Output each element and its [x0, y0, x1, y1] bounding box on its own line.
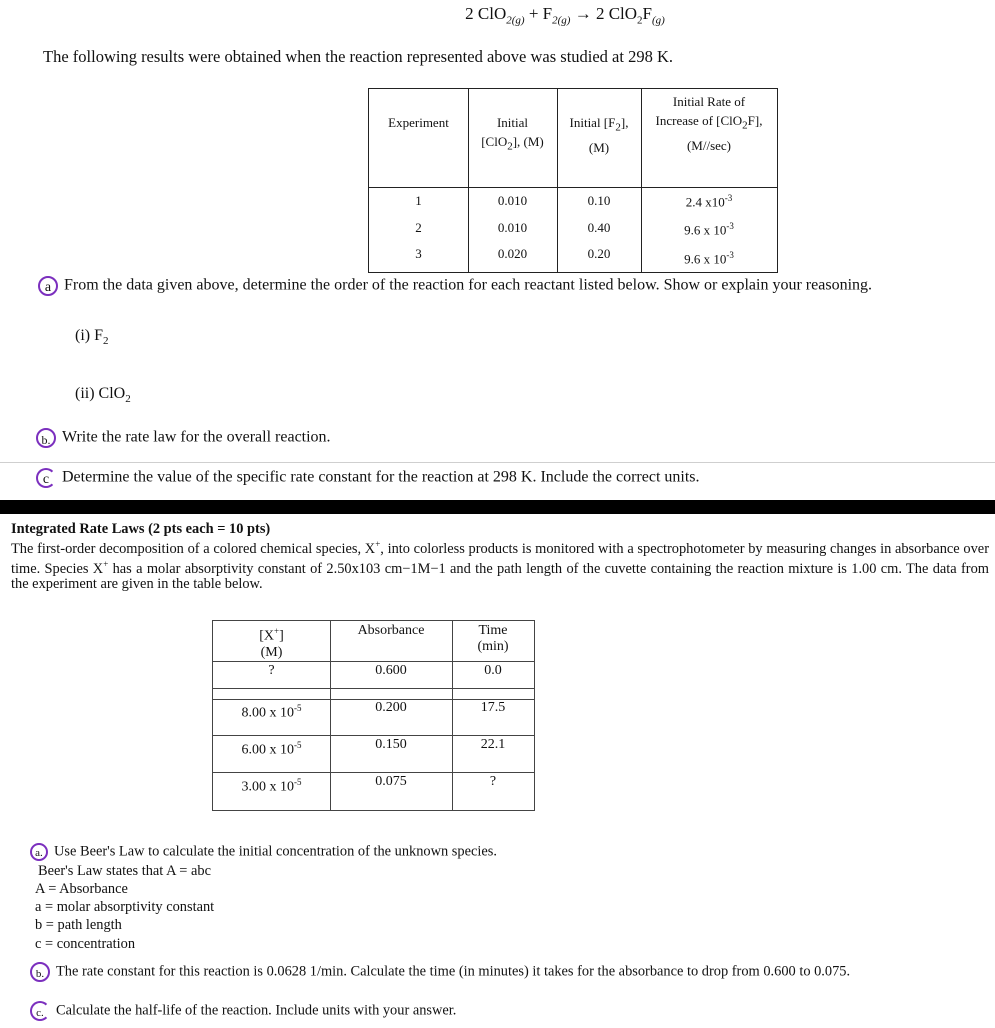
question2-a: a. Use Beer's Law to calculate the initial concentration of the unknown species. [30, 843, 497, 861]
circle-marker-a2: a. [30, 843, 48, 861]
intro-text: The following results were obtained when the reaction represented above was studied at 298 K. [43, 47, 674, 66]
absorbance-table: [X+] (M) Absorbance Time (min) ? 0.600 0.0 8.00 x $10^{-5}$ 0.200 17.5 6.00 x $10^{-5}$ 0.150 22.1 3.00 x $10^{-5}$ 0.075 ? [212, 620, 535, 811]
table-row: 0.10 0.40 0.20 [587, 193, 611, 261]
section-separator-bar [0, 500, 995, 514]
question-a: a From the data given above, determine the order of the reaction for each reactant listed below. Show or explain your reasoning. [38, 276, 872, 296]
rate-data-table [368, 88, 778, 273]
circle-marker-c: c [36, 468, 56, 488]
header-absorbance: Absorbance [357, 623, 425, 638]
header-concentration: [X+] (M) [259, 626, 284, 660]
integrated-rate-laws-section [11, 522, 989, 592]
table-row: 1 2 3 [415, 193, 422, 261]
question-a-i: (i) $F_2$ [75, 327, 109, 348]
beers-law-variables: A = Absorbance a = molar absorptivity constant b = path length c = concentration [35, 881, 215, 952]
question2-c: c. Calculate the half-life of the reaction. Include units with your answer. [30, 1001, 456, 1021]
section-title: Integrated Rate Laws (2 pts each = 10 pts) [11, 521, 271, 537]
divider [0, 462, 995, 463]
header-f2: Initial $[F_2]$, (M) [569, 115, 629, 155]
table-row: 2.4 $x10^{-3}$ 9.6 x $10^{-3}$ 9.6 x $10^{-3}$ [684, 193, 734, 266]
question2-b: b. The rate constant for this reaction is 0.0628 1/min. Calculate the time (in minutes) it takes for the absorbance to drop from 0.600 to 0.075. [30, 962, 850, 982]
beer-law-statement: Beer's Law states that A = abc [38, 863, 211, 879]
circle-marker-b2: b. [30, 962, 50, 982]
header-clo2: Initial [ClO$_2$], (M) [481, 115, 544, 153]
section-paragraph: The first-order decomposition of a colored chemical species, X+, into colorless products is monitored with a spectrophotometer by measuring changes in absorbance over time. Species X+ has a molar absorptivity constant of 2.50x103 cm−1M−1 and the path length of the cuvette containing the reaction mixture is 1.00 cm. The data from the experiment are given in the table below. [11, 539, 989, 592]
question-b: b. Write the rate law for the overall reaction. [36, 428, 331, 448]
reaction-equation: 2 $ClO_{2(g)} + F_{2(g)} \to 2$ $ClO_2F_{(g)}$ [465, 4, 665, 27]
table-row: 0.010 0.010 0.020 [497, 193, 528, 261]
beers-law-definitions [38, 862, 211, 880]
question-a-ii: (ii) ClO$_2$ [75, 385, 131, 406]
header-experiment: Experiment [388, 115, 449, 130]
question-c: c Determine the value of the specific rate constant for the reaction at 298 K. Include the correct units. [36, 468, 700, 488]
header-time: Time (min) [477, 623, 509, 654]
circle-marker-b: b. [36, 428, 56, 448]
circle-marker-c2: c. [30, 1001, 50, 1021]
circle-marker-a: a [38, 276, 58, 296]
header-rate: Initial Rate of Increase of [ClO$_2$F], (M//sec) [655, 94, 763, 153]
